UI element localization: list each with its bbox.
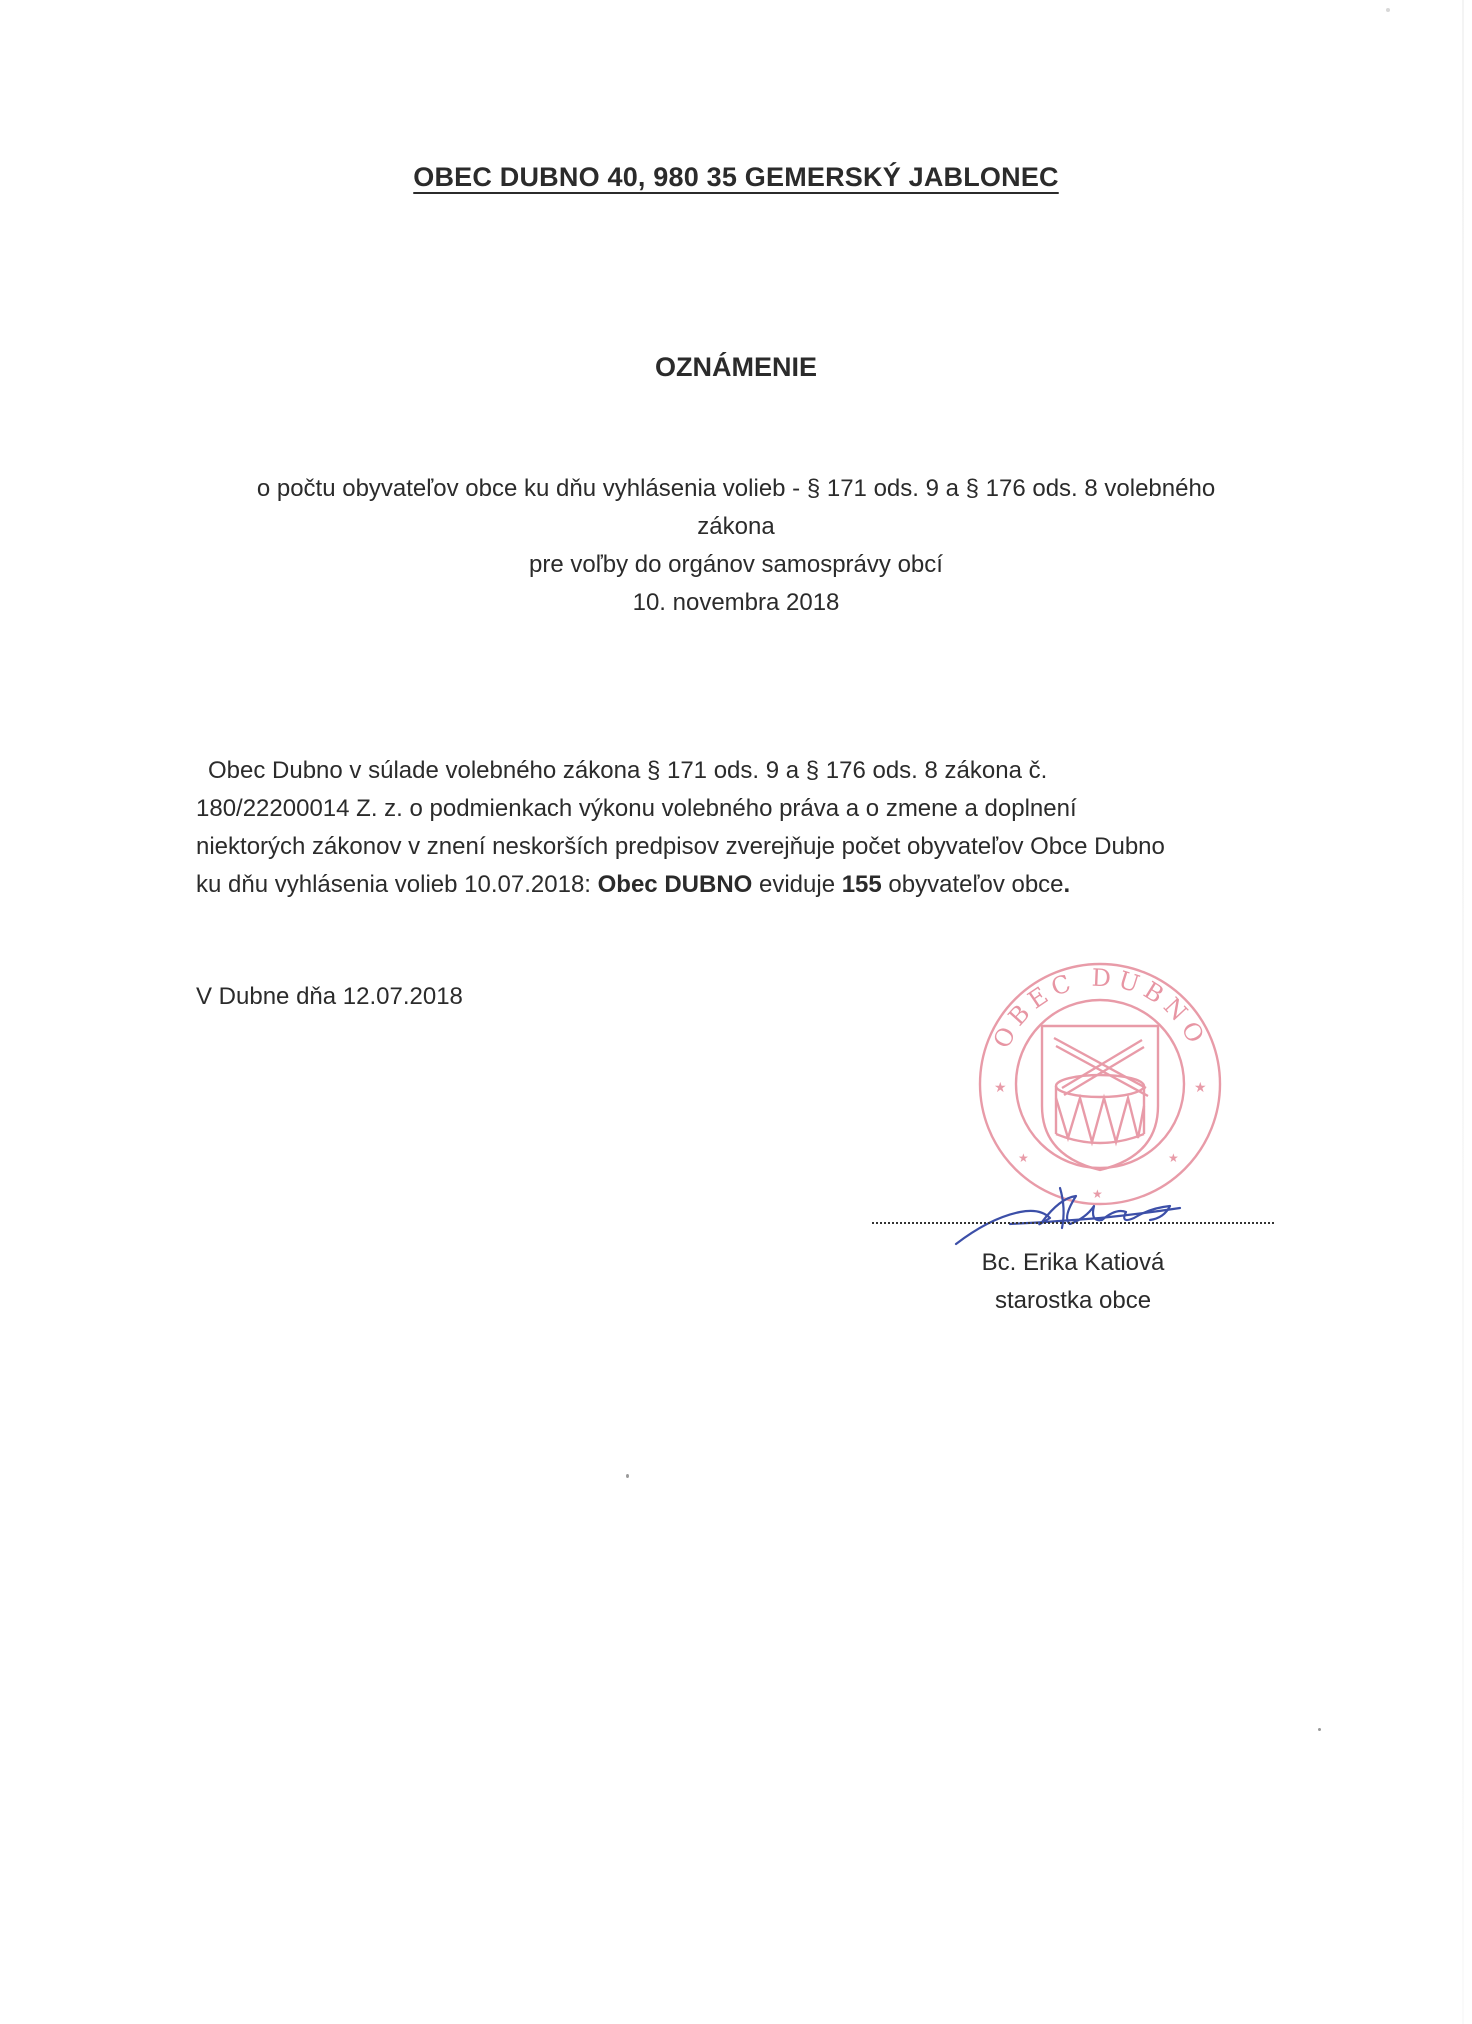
municipal-seal-stamp [972,956,1228,1212]
handwritten-signature [950,1178,1190,1250]
document-subtitle [200,470,1272,622]
municipality-address-header: OBEC DUBNO 40, 980 35 GEMERSKÝ JABLONEC [413,162,1059,192]
scan-speck [1386,8,1390,12]
municipality-name-bold: Obec DUBNO [597,871,753,898]
signature-dotted-line [872,1222,1274,1230]
place-and-date: V Dubne dňa 12.07.2018 [196,983,463,1010]
population-count-bold: 155 [841,871,882,898]
summary-period: . [1063,871,1071,898]
subtitle-line: zákona [697,513,775,540]
svg-text:★: ★ [1168,1151,1179,1165]
summary-text-start: ku dňu vyhlásenia volieb 10.07.2018: [196,871,598,898]
svg-text:★: ★ [994,1080,1007,1096]
signer-name: Bc. Erika Katiová [981,1249,1165,1276]
signer-role: starostka obce [994,1287,1152,1314]
paragraph-line: niektorých zákonov v znení neskorších predpisov zverejňuje počet obyvateľov Obce Dubno [196,833,1165,860]
scan-edge [1462,0,1464,2024]
svg-text:★: ★ [1194,1080,1207,1096]
summary-text-mid: eviduje [752,871,842,898]
document-title: OZNÁMENIE [655,352,817,382]
stamp-text: OBEC DUBNO [987,963,1213,1053]
subtitle-line: pre voľby do orgánov samosprávy obcí [529,551,943,578]
subtitle-line: o počtu obyvateľov obce ku dňu vyhlásenia volieb - § 171 ods. 9 a § 176 ods. 8 volebného [256,475,1216,502]
svg-text:★: ★ [1092,1187,1103,1201]
announcement-paragraph [196,752,1276,904]
scan-speck [626,1474,629,1478]
subtitle-line: 10. novembra 2018 [632,589,840,616]
svg-text:★: ★ [1018,1151,1029,1165]
paragraph-line-summary [196,866,1276,904]
summary-text-end: obyvateľov obce [881,871,1064,898]
paragraph-line: Obec Dubno v súlade volebného zákona § 171 ods. 9 a § 176 ods. 8 zákona č. [208,757,1048,784]
scan-speck [1318,1728,1321,1731]
paragraph-line: 180/22200014 Z. z. o podmienkach výkonu volebného práva a o zmene a doplnení [196,795,1077,822]
